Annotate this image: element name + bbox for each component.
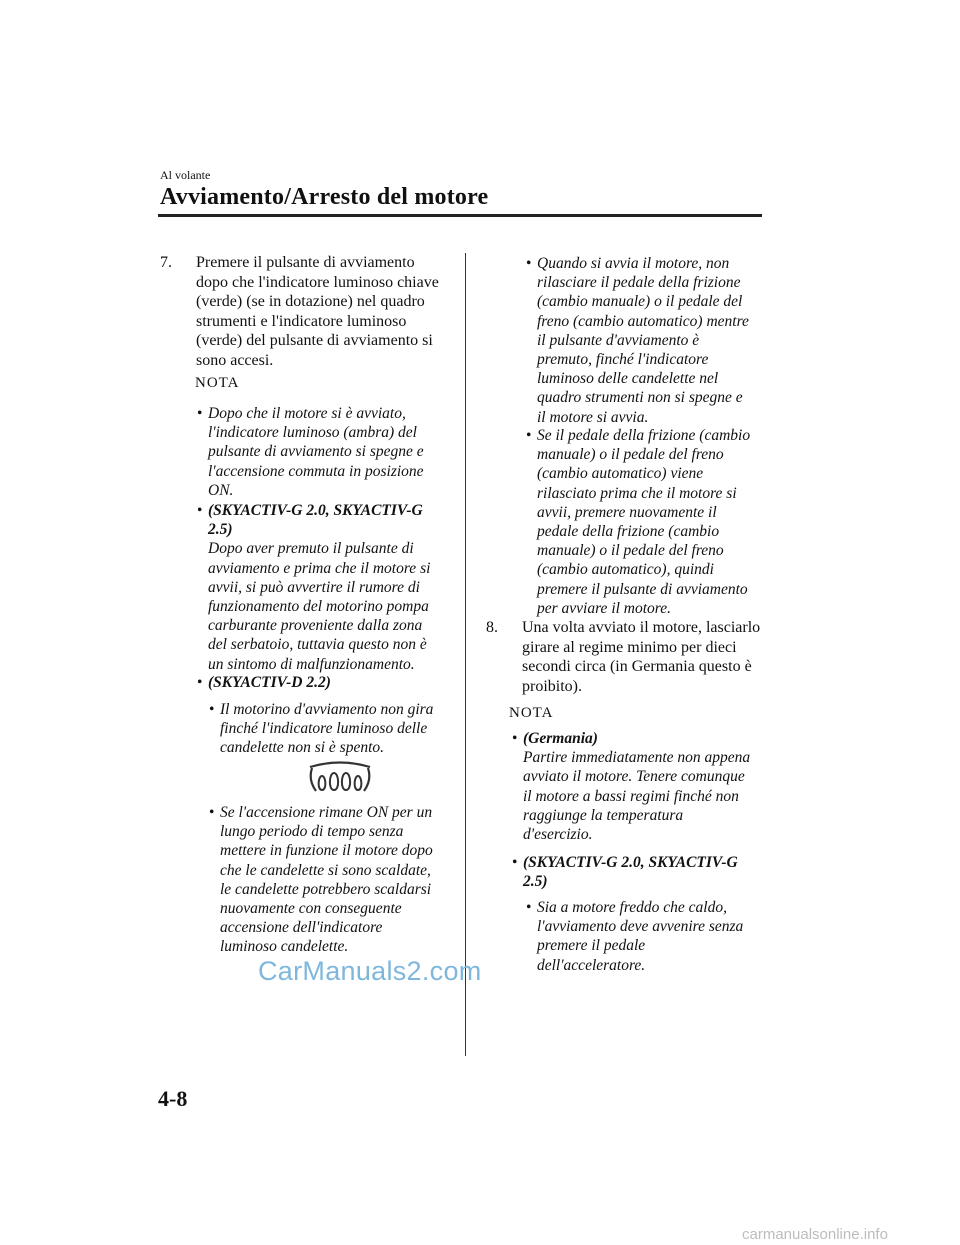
text-line: luminoso candelette.: [220, 938, 349, 956]
text-line: rilasciare il pedale della frizione: [537, 274, 741, 292]
text-line: Sia a motore freddo che caldo,: [537, 899, 727, 916]
text-line: dell'acceleratore.: [537, 956, 646, 974]
text-line: Premere il pulsante di avviamento: [196, 254, 415, 271]
bullet-dot: •: [512, 730, 518, 747]
text-line: pulsante di avviamento si spegne e: [208, 443, 424, 461]
text-line: secondi circa (in Germania questo è: [522, 658, 752, 675]
text-line: (verde) del pulsante di avviamento si: [196, 332, 433, 349]
bullet-heading: (SKYACTIV-D 2.2): [208, 674, 331, 691]
text-line: Dopo che il motore si è avviato,: [208, 405, 406, 422]
text-line: sono accesi.: [196, 351, 274, 369]
text-line: Il motorino d'avviamento non gira: [220, 701, 434, 718]
bullet-dot: •: [197, 674, 203, 691]
note-bullet: [512, 729, 763, 844]
text-line: (cambio automatico) viene: [537, 465, 704, 483]
text-line: Se il pedale della frizione (cambio: [537, 427, 751, 444]
text-line: candelette non si è spento.: [220, 739, 384, 757]
text-line: l'indicatore luminoso (ambra) del: [208, 424, 417, 442]
bullet-heading: (SKYACTIV-G 2.0, SKYACTIV-G: [523, 854, 738, 871]
text-line: girare al regime minimo per dieci: [522, 638, 737, 656]
text-line: premere il pedale: [537, 937, 646, 955]
text-line: Una volta avviato il motore, lasciarlo: [522, 619, 761, 636]
bullet-heading: (Germania): [523, 730, 598, 747]
page-number: 4-8: [158, 1086, 188, 1111]
bullet-dot: •: [526, 255, 532, 272]
text-line: strumenti e l'indicatore luminoso: [196, 312, 407, 330]
nota-heading: NOTA: [195, 375, 240, 391]
text-line: lungo periodo di tempo senza: [220, 823, 404, 841]
step-text: [522, 618, 762, 696]
text-line: premuto, finché l'indicatore: [537, 351, 709, 369]
text-line: avvii, si può avvertire il rumore di: [208, 578, 420, 596]
glow-plug-icon: [308, 760, 372, 799]
text-line: luminoso delle candelette nel: [537, 370, 719, 388]
text-line: manuale) o il pedale del freno: [537, 446, 724, 464]
bullet-heading: (SKYACTIV-G 2.0, SKYACTIV-G: [208, 502, 423, 519]
bullet-dot: •: [526, 899, 532, 916]
text-line: raggiunge la temperatura: [523, 806, 684, 824]
text-line: un sintomo di malfunzionamento.: [208, 655, 415, 673]
bullet-dot: •: [197, 502, 203, 519]
text-line: manuale) o il pedale del freno: [537, 542, 724, 560]
step-8: [486, 618, 762, 696]
text-line: avvii, premere nuovamente il: [537, 503, 717, 521]
page-title: Avviamento/Arresto del motore: [160, 184, 489, 210]
step-text: [196, 253, 460, 370]
text-line: il motore si avvia.: [537, 408, 649, 426]
text-line: carburante proveniente dalla zona: [208, 617, 423, 635]
text-line: il pulsante d'avviamento è: [537, 331, 700, 349]
sub-bullet: [526, 426, 762, 618]
note-bullet: [197, 673, 458, 692]
text-line: le candelette potrebbero scaldarsi: [220, 880, 432, 898]
text-line: nuovamente con conseguente: [220, 900, 402, 918]
bullet-heading: 2.5): [523, 873, 548, 891]
bullet-dot: •: [512, 854, 518, 871]
text-line: rilasciato prima che il motore si: [537, 484, 737, 502]
text-line: quadro strumenti non si spegne e: [537, 389, 743, 407]
bullet-dot: •: [209, 804, 215, 821]
text-line: (cambio manuale) o il pedale del: [537, 293, 743, 311]
text-line: (verde) (se in dotazione) nel quadro: [196, 293, 425, 310]
text-line: freno (cambio automatico) mentre: [537, 312, 749, 330]
bullet-dot: •: [526, 427, 532, 444]
text-line: ON.: [208, 481, 234, 499]
nota-heading: NOTA: [509, 705, 554, 721]
text-line: accensione dell'indicatore: [220, 919, 383, 937]
section-label: Al volante: [160, 168, 211, 182]
step-number: 7.: [160, 254, 172, 271]
text-line: dopo che l'indicatore luminoso chiave: [196, 273, 439, 291]
text-line: l'accensione commuta in posizione: [208, 462, 424, 480]
text-line: il motore a bassi regimi finché non: [523, 787, 739, 805]
note-bullet: [197, 404, 458, 500]
text-line: finché l'indicatore luminoso delle: [220, 720, 428, 738]
column-divider: [465, 253, 466, 1056]
text-line: (cambio automatico), quindi: [537, 561, 714, 579]
text-line: Partire immediatamente non appena: [523, 749, 751, 767]
text-line: che le candelette si sono scaldate,: [220, 861, 431, 879]
text-line: Dopo aver premuto il pulsante di: [208, 540, 414, 558]
title-rule: [158, 214, 762, 217]
text-line: mettere in funzione il motore dopo: [220, 842, 433, 860]
sub-bullet: [526, 254, 762, 427]
watermark: CarManuals2.com: [258, 956, 482, 986]
sub-bullet: [209, 803, 460, 957]
bullet-dot: •: [197, 405, 203, 422]
note-bullet: [512, 853, 763, 891]
text-line: l'avviamento deve avvenire senza: [537, 918, 744, 936]
note-bullet: [197, 501, 458, 674]
text-line: per avviare il motore.: [537, 599, 672, 617]
text-line: premere il pulsante di avviamento: [537, 580, 748, 598]
bullet-heading: 2.5): [208, 521, 233, 539]
text-line: pedale della frizione (cambio: [537, 523, 720, 541]
text-line: avviamento e prima che il motore si: [208, 559, 431, 577]
step-7: [160, 253, 460, 370]
step-number: 8.: [486, 619, 498, 636]
text-line: d'esercizio.: [523, 826, 593, 844]
sub-bullet: [526, 898, 762, 975]
text-line: proibito).: [522, 677, 582, 695]
text-line: avviato il motore. Tenere comunque: [523, 768, 745, 786]
text-line: del serbatoio, tuttavia questo non è: [208, 636, 427, 654]
text-line: Quando si avvia il motore, non: [537, 255, 730, 272]
text-line: funzionamento del motorino pompa: [208, 598, 429, 616]
bullet-dot: •: [209, 701, 215, 718]
text-line: Se l'accensione rimane ON per un: [220, 804, 433, 821]
footer-watermark: carmanualsonline.info: [742, 1226, 888, 1243]
sub-bullet: [209, 700, 460, 758]
